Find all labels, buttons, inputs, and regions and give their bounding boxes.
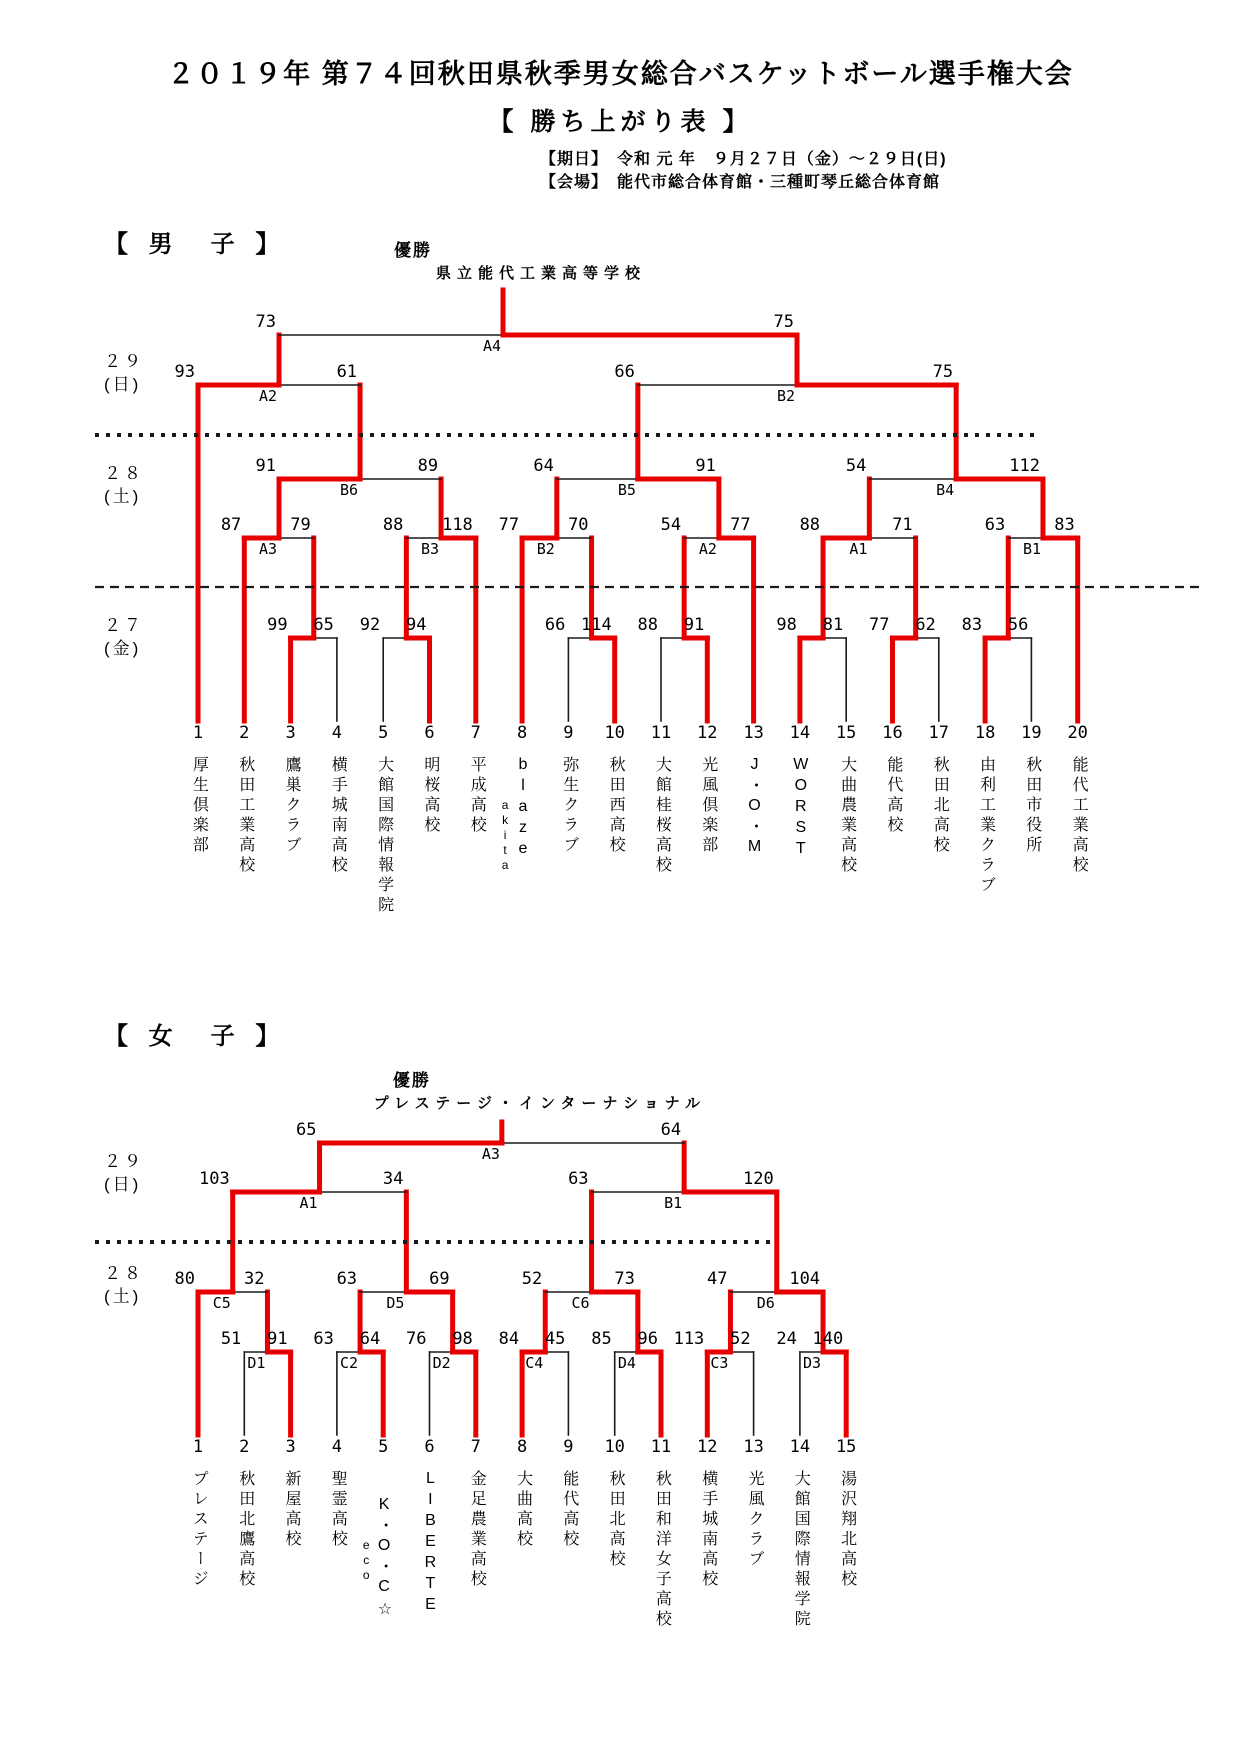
team-name: 聖霊高校 <box>329 1470 347 1550</box>
team-name: 弥生クラブ <box>560 756 578 856</box>
team-name: 新屋高校 <box>282 1470 300 1550</box>
game-score: 81 <box>822 615 844 635</box>
team-number: 11 <box>650 723 672 743</box>
team-number: 4 <box>331 723 343 743</box>
game-score: 64 <box>359 1329 381 1349</box>
round-day: ２８ <box>104 1264 144 1283</box>
game-score: 88 <box>799 515 821 535</box>
team-number: 16 <box>882 723 903 743</box>
team-name: 厚生倶楽部 <box>190 756 208 856</box>
game-score: 75 <box>773 312 794 332</box>
game-score: 52 <box>521 1269 543 1289</box>
team-name-sub: akita <box>498 798 513 873</box>
team-number: 15 <box>835 723 857 743</box>
game-label: B6 <box>340 481 359 499</box>
game-label: A3 <box>258 540 278 558</box>
game-score: 91 <box>695 456 716 476</box>
game-score: 71 <box>892 515 913 535</box>
team-number: 9 <box>563 1437 574 1457</box>
team-name: 金足農業高校 <box>468 1470 486 1590</box>
team-name: WORST <box>792 756 810 861</box>
round-weekday: (日) <box>104 375 142 394</box>
team-number: 7 <box>470 1437 481 1457</box>
team-number: 5 <box>378 723 389 743</box>
game-score: 75 <box>932 362 954 382</box>
game-label: C3 <box>710 1354 729 1372</box>
game-label: D1 <box>247 1354 266 1372</box>
page-subtitle: 【 勝ち上がり表 】 <box>488 108 753 136</box>
team-name: 大館桂桜高校 <box>653 756 671 876</box>
round-weekday: (土) <box>104 1287 142 1306</box>
team-name: 由利工業クラブ <box>977 756 995 896</box>
game-label: B5 <box>617 481 636 499</box>
team-number: 1 <box>192 1437 204 1457</box>
game-label: B1 <box>1022 540 1041 558</box>
game-score: 64 <box>660 1120 682 1140</box>
game-score: 88 <box>382 515 404 535</box>
game-label: D5 <box>386 1294 405 1312</box>
team-number: 12 <box>697 1437 718 1457</box>
game-score: 45 <box>544 1329 566 1349</box>
team-number: 19 <box>1021 723 1042 743</box>
game-score: 65 <box>296 1120 317 1140</box>
champion-label: 優勝 <box>392 1071 431 1090</box>
team-name: 大曲農業高校 <box>838 756 856 876</box>
game-label: B2 <box>776 387 796 405</box>
round-weekday: (日) <box>104 1175 142 1194</box>
game-score: 80 <box>174 1269 195 1289</box>
event-venue: 【会場】 能代市総合体育館・三種町琴丘総合体育館 <box>540 174 941 191</box>
game-score: 85 <box>591 1329 612 1349</box>
team-name: 能代工業高校 <box>1070 756 1088 876</box>
team-name: 明桜高校 <box>421 756 439 836</box>
game-label: B3 <box>421 540 440 558</box>
game-score: 66 <box>614 362 635 382</box>
game-score: 112 <box>1009 456 1040 476</box>
game-score: 73 <box>614 1269 635 1289</box>
game-score: 24 <box>776 1329 797 1349</box>
team-number: 14 <box>789 723 811 743</box>
game-score: 98 <box>776 615 797 635</box>
game-score: 99 <box>267 615 288 635</box>
game-score: 103 <box>199 1169 230 1189</box>
team-number: 20 <box>1067 723 1088 743</box>
team-name: 大館国際情報学院 <box>375 756 393 916</box>
event-date: 【期日】 令和 元 年 ９月２７日（金）～２９日(日) <box>540 151 947 168</box>
game-score: 113 <box>673 1329 705 1349</box>
game-score: 83 <box>961 615 983 635</box>
team-name: 光風クラブ <box>745 1470 763 1570</box>
team-number: 10 <box>604 1437 625 1457</box>
team-name: 鷹巣クラブ <box>282 756 300 856</box>
women-section-title: 【 女 子 】 <box>104 1023 287 1050</box>
team-name-sub: eco <box>359 1538 374 1583</box>
game-score: 92 <box>359 615 381 635</box>
team-name: 能代高校 <box>560 1470 578 1550</box>
game-score: 69 <box>429 1269 450 1289</box>
team-name: 横手城南高校 <box>699 1470 717 1590</box>
game-label: B1 <box>664 1194 683 1212</box>
team-name: 能代高校 <box>884 756 902 836</box>
round-day: ２９ <box>104 352 144 371</box>
game-score: 66 <box>544 615 566 635</box>
game-score: 73 <box>255 312 277 332</box>
game-score: 87 <box>220 515 242 535</box>
team-number: 11 <box>650 1437 672 1457</box>
game-score: 98 <box>452 1329 473 1349</box>
game-label: A4 <box>482 337 502 355</box>
round-date-label <box>104 614 188 660</box>
team-name: 秋田市役所 <box>1023 756 1041 856</box>
game-label: C4 <box>525 1354 544 1372</box>
team-name: 秋田北高校 <box>931 756 949 856</box>
game-label: C2 <box>340 1354 359 1372</box>
game-score: 63 <box>568 1169 589 1189</box>
game-score: 104 <box>789 1269 821 1289</box>
team-number: 6 <box>424 723 435 743</box>
game-score: 63 <box>984 515 1006 535</box>
team-name: blaze <box>514 756 532 861</box>
team-name: 秋田西高校 <box>607 756 625 856</box>
game-score: 76 <box>406 1329 427 1349</box>
game-score: 120 <box>743 1169 774 1189</box>
game-score: 32 <box>243 1269 265 1289</box>
game-label: D4 <box>617 1354 636 1372</box>
round-weekday: (土) <box>104 487 142 506</box>
game-score: 91 <box>683 615 705 635</box>
team-name: K・O・C☆ <box>375 1496 393 1622</box>
game-score: 34 <box>382 1169 404 1189</box>
page-title: ２０１９年 第７４回秋田県秋季男女総合バスケットボール選手権大会 <box>167 59 1074 89</box>
game-score: 64 <box>533 456 554 476</box>
game-score: 63 <box>336 1269 358 1289</box>
game-score: 114 <box>580 615 612 635</box>
team-name: 光風倶楽部 <box>699 756 717 856</box>
team-number: 17 <box>928 723 950 743</box>
team-number: 8 <box>516 723 528 743</box>
game-score: 88 <box>637 615 658 635</box>
game-score: 77 <box>730 515 751 535</box>
team-number: 10 <box>604 723 625 743</box>
round-date-label <box>104 1150 188 1196</box>
team-number: 7 <box>470 723 481 743</box>
game-score: 79 <box>290 515 311 535</box>
team-number: 3 <box>285 723 296 743</box>
team-name: 大館国際情報学院 <box>792 1470 810 1630</box>
game-score: 62 <box>915 615 936 635</box>
game-score: 94 <box>406 615 427 635</box>
game-score: 65 <box>313 615 334 635</box>
round-date-label <box>104 350 188 396</box>
champion-name: 県立能代工業高等学校 <box>435 265 646 282</box>
team-name: 秋田北高校 <box>607 1470 625 1570</box>
team-number: 5 <box>378 1437 389 1457</box>
game-score: 91 <box>267 1329 288 1349</box>
game-score: 47 <box>706 1269 728 1289</box>
team-number: 15 <box>835 1437 857 1457</box>
game-score: 140 <box>812 1329 844 1349</box>
game-score: 56 <box>1007 615 1029 635</box>
champion-name: プレステージ・インターナショナル <box>373 1095 707 1112</box>
round-weekday: (金) <box>104 639 142 658</box>
game-label: A2 <box>258 387 278 405</box>
game-score: 54 <box>660 515 682 535</box>
game-label: A2 <box>698 540 717 558</box>
team-name: 平成高校 <box>468 756 486 836</box>
round-day: ２７ <box>104 616 144 635</box>
game-label: D2 <box>432 1354 451 1372</box>
team-number: 14 <box>789 1437 811 1457</box>
game-label: A3 <box>481 1145 500 1163</box>
men-section-title: 【 男 子 】 <box>104 231 287 258</box>
game-score: 83 <box>1054 515 1075 535</box>
champion-label: 優勝 <box>394 241 432 260</box>
team-number: 6 <box>424 1437 435 1457</box>
team-name: 秋田北鷹高校 <box>236 1470 254 1590</box>
team-name: 湯沢翔北高校 <box>838 1470 856 1590</box>
game-score: 93 <box>174 362 195 382</box>
round-day: ２９ <box>104 1152 144 1171</box>
game-score: 89 <box>417 456 439 476</box>
game-label: A1 <box>849 540 868 558</box>
game-label: C5 <box>212 1294 231 1312</box>
team-number: 13 <box>743 723 764 743</box>
team-number: 1 <box>192 723 204 743</box>
game-score: 54 <box>845 456 867 476</box>
game-score: 61 <box>336 362 358 382</box>
game-score: 77 <box>498 515 520 535</box>
team-name: 横手城南高校 <box>329 756 347 876</box>
game-score: 52 <box>730 1329 751 1349</box>
game-label: D3 <box>803 1354 822 1372</box>
game-label: D6 <box>756 1294 775 1312</box>
team-name: 秋田和洋女子高校 <box>653 1470 671 1630</box>
game-label: B2 <box>536 540 555 558</box>
team-name: 秋田工業高校 <box>236 756 254 876</box>
game-label: C6 <box>571 1294 590 1312</box>
team-name: 大曲高校 <box>514 1470 532 1550</box>
game-score: 51 <box>220 1329 242 1349</box>
round-date-label <box>104 462 188 508</box>
team-number: 4 <box>331 1437 343 1457</box>
game-score: 96 <box>637 1329 658 1349</box>
game-score: 70 <box>568 515 589 535</box>
game-label: B4 <box>936 481 955 499</box>
team-number: 3 <box>285 1437 296 1457</box>
team-number: 18 <box>974 723 996 743</box>
team-number: 2 <box>239 1437 250 1457</box>
team-name: LIBERTE <box>421 1470 439 1617</box>
round-date-label <box>104 1262 188 1308</box>
round-day: ２８ <box>104 464 144 483</box>
game-label: A1 <box>299 1194 318 1212</box>
game-score: 84 <box>498 1329 520 1349</box>
game-score: 77 <box>869 615 890 635</box>
team-number: 12 <box>697 723 718 743</box>
team-name: J・O・M <box>745 756 763 859</box>
team-number: 9 <box>563 723 574 743</box>
game-score: 91 <box>255 456 277 476</box>
team-number: 13 <box>743 1437 764 1457</box>
team-number: 8 <box>516 1437 528 1457</box>
game-score: 63 <box>313 1329 334 1349</box>
game-score: 118 <box>442 515 473 535</box>
team-number: 2 <box>239 723 250 743</box>
team-name: プレステージ <box>190 1470 208 1590</box>
